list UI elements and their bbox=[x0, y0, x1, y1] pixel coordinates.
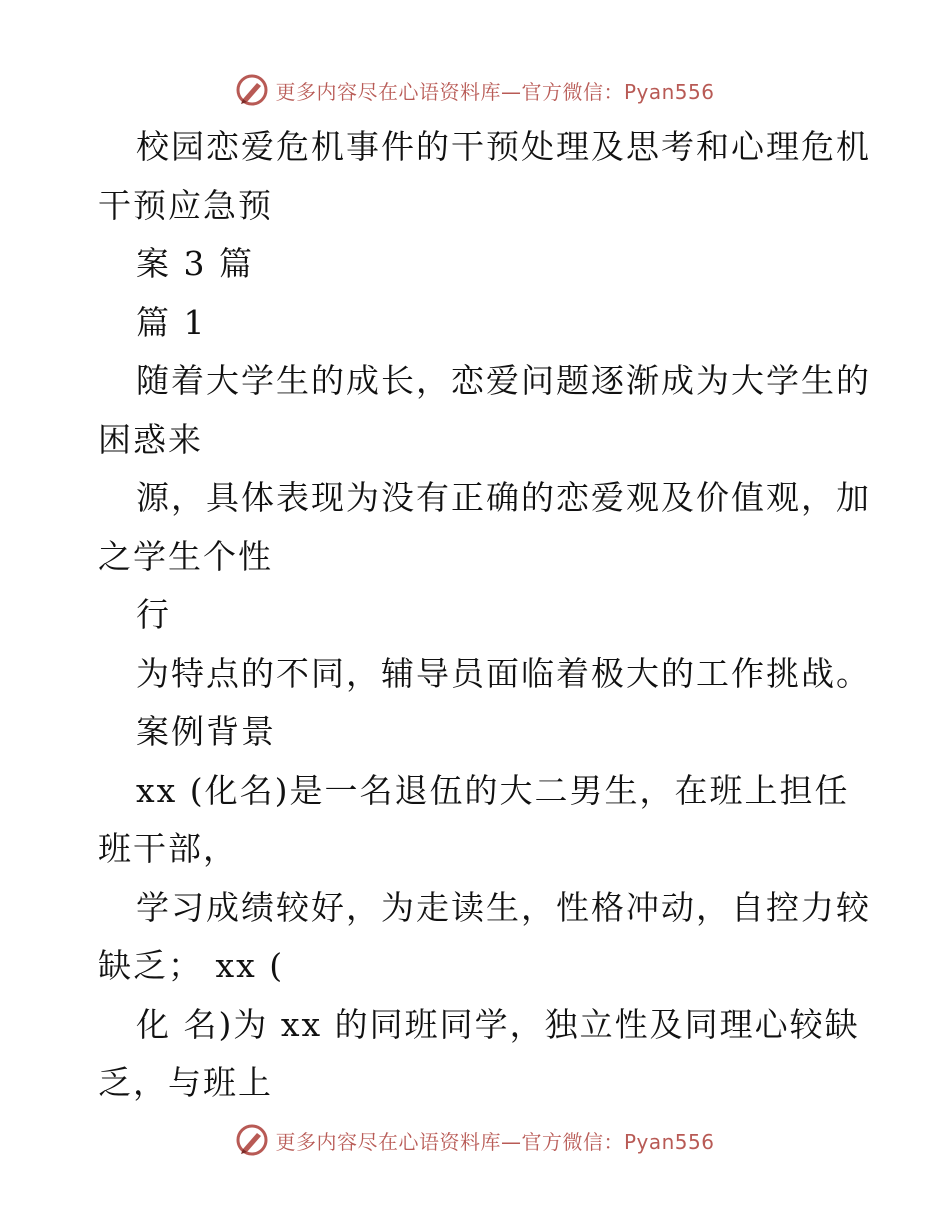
doc-line: 之学生个性 bbox=[98, 536, 273, 576]
doc-line: 案 3 篇 bbox=[136, 244, 254, 283]
doc-line: 干预应急预 bbox=[98, 185, 273, 225]
header-watermark-text: 更多内容尽在心语资料库—官方微信：Pyan556 bbox=[275, 79, 715, 104]
doc-line: 班干部， bbox=[98, 829, 238, 868]
doc-line: 乏，与班上 bbox=[98, 1063, 273, 1102]
doc-line: 化 名)为 xx 的同班同学，独立性及同理心较缺 bbox=[136, 1004, 860, 1044]
header-watermark-banner bbox=[0, 70, 950, 110]
doc-line: 案例背景 bbox=[136, 712, 276, 751]
doc-line: xx (化名)是一名退伍的大二男生，在班上担任 bbox=[136, 770, 850, 810]
doc-line: 行 bbox=[136, 595, 171, 634]
doc-line: 源，具体表现为没有正确的恋爱观及价值观，加 bbox=[136, 478, 871, 517]
doc-line: 校园恋爱危机事件的干预处理及思考和心理危机 bbox=[136, 127, 871, 166]
pen-circle-logo-icon bbox=[235, 73, 269, 107]
doc-line: 缺乏； xx ( bbox=[98, 946, 285, 985]
doc-line: 学习成绩较好，为走读生，性格冲动，自控力较 bbox=[136, 887, 871, 927]
pen-circle-logo-icon bbox=[235, 1123, 269, 1157]
footer-watermark-text: 更多内容尽在心语资料库—官方微信：Pyan556 bbox=[275, 1129, 715, 1154]
doc-line: 随着大学生的成长，恋爱问题逐渐成为大学生的 bbox=[136, 361, 871, 400]
document-body bbox=[98, 118, 871, 1113]
doc-line: 篇 1 bbox=[136, 302, 207, 342]
footer-watermark-banner bbox=[0, 1120, 950, 1160]
doc-line: 困惑来 bbox=[98, 419, 203, 459]
doc-line: 为特点的不同，辅导员面临着极大的工作挑战。 bbox=[136, 653, 871, 693]
